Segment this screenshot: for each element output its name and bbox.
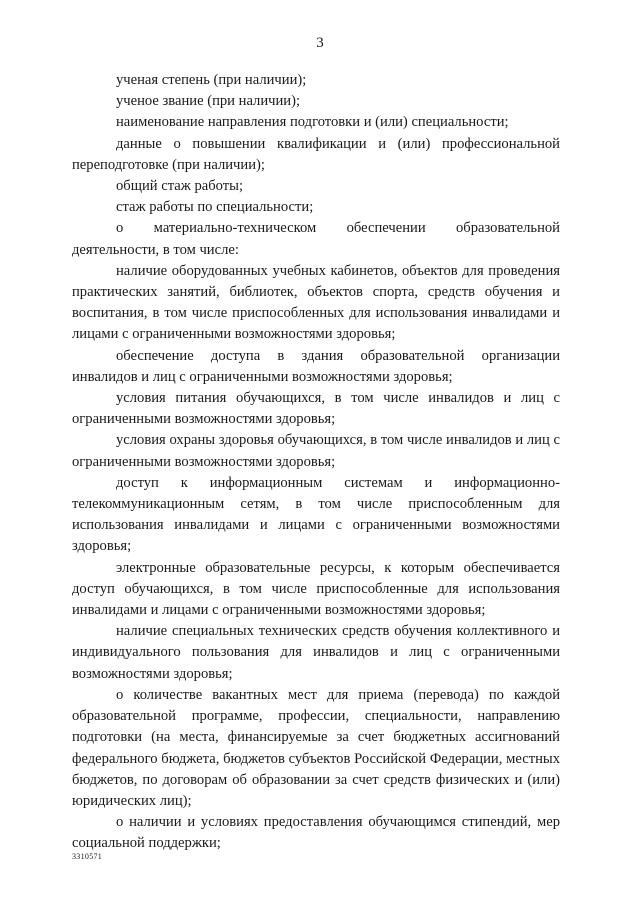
- document-body: [72, 70, 560, 855]
- paragraph-equipped-classrooms: наличие оборудованных учебных кабинетов, объектов для проведения практических занятий, библиотек, объектов спорта, средств обучения и воспитания, в том числе приспособленных для использования инвалидами и лицами с ограниченными возможностями здоровья;: [72, 262, 560, 343]
- paragraph-information-access: доступ к информационным системам и информационно-телекоммуникационным сетям, в том числе приспособленным для использования инвалидами и лицами с ограниченными возможностями здоровья;: [72, 474, 560, 555]
- paragraph-specialty-name: наименование направления подготовки и (или) специальности;: [116, 114, 509, 131]
- page-number: 3: [316, 35, 324, 51]
- paragraph-health-protection: условия охраны здоровья обучающихся, в том числе инвалидов и лиц с ограниченными возможностями здоровья;: [72, 432, 560, 470]
- paragraph-nutrition-conditions: условия питания обучающихся, в том числе инвалидов и лиц с ограниченными возможностями здоровья;: [72, 390, 560, 428]
- paragraph-specialty-experience: стаж работы по специальности;: [116, 199, 314, 216]
- paragraph-electronic-resources: электронные образовательные ресурсы, к которым обеспечивается доступ обучающихся, в том числе приспособленные для использования инвалидами и лицами с ограниченными возможностями здоровья;: [72, 559, 560, 619]
- paragraph-vacant-places: о количестве вакантных мест для приема (перевода) по каждой образовательной программе, профессии, специальности, направлению подготовки (на места, финансируемые за счет бюджетных ассигнований федерального бюджета, бюджетов субъектов Российской Федерации, местных бюджетов, по договорам об образовании за счет средств физических и (или) юридических лиц);: [72, 686, 560, 809]
- paragraph-special-technical-means: наличие специальных технических средств обучения коллективного и индивидуального пользования для инвалидов и лиц с ограниченными возможностями здоровья;: [72, 623, 560, 682]
- paragraph-building-access: обеспечение доступа в здания образовательной организации инвалидов и лиц с ограниченными возможностями здоровья;: [72, 347, 560, 385]
- paragraph-material-support: о материально-техническом обеспечении образовательной деятельности, в том числе:: [72, 220, 560, 258]
- paragraph-total-experience: общий стаж работы;: [116, 178, 244, 195]
- paragraph-academic-title: ученое звание (при наличии);: [116, 93, 301, 110]
- paragraph-scholarships: о наличии и условиях предоставления обучающимся стипендий, мер социальной поддержки;: [72, 814, 560, 852]
- paragraph-academic-degree: ученая степень (при наличии);: [116, 72, 307, 88]
- paragraph-qualification-data: данные о повышении квалификации и (или) профессиональной переподготовке (при наличии);: [72, 135, 560, 173]
- footer-document-code: 3310571: [72, 852, 103, 861]
